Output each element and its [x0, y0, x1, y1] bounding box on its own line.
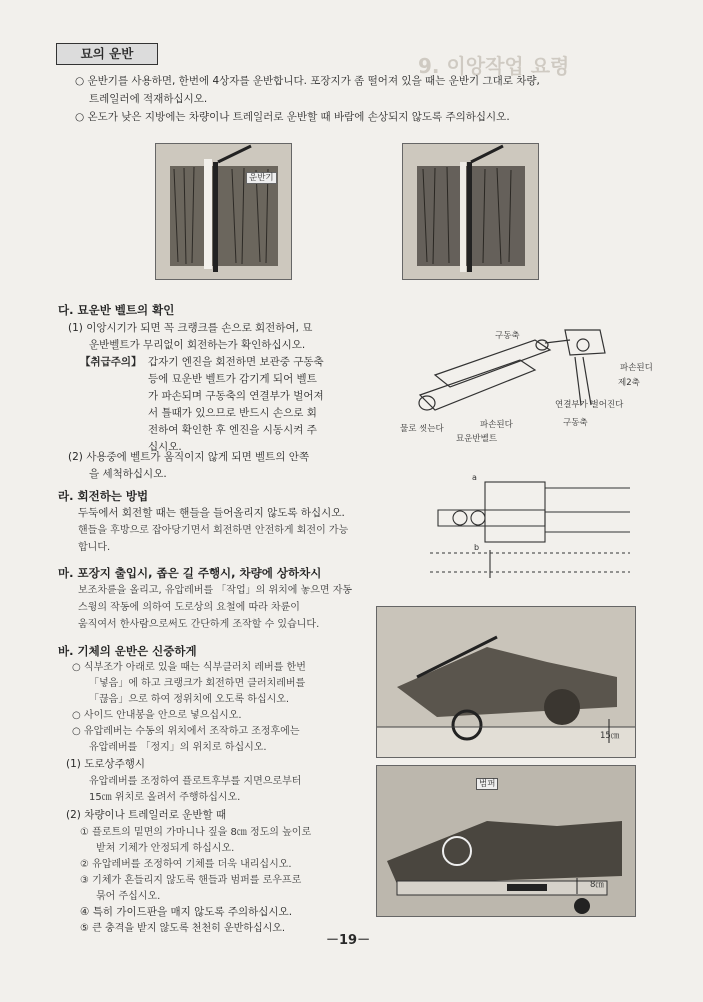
seedling-carrier-photo — [155, 143, 292, 280]
page-number: －19－ — [326, 933, 371, 948]
label-broken: 파손된디 — [620, 363, 653, 373]
height-label-15cm: 15㎝ — [600, 731, 620, 741]
caution-line-5: 전하여 확인한 후 엔진을 시동시켜 주 — [148, 424, 317, 436]
heading-belt-check: 다. 묘운반 벨트의 확인 — [58, 303, 175, 317]
carrier-label: 운반기 — [246, 172, 277, 184]
field-entry-line-3: 움직여서 한사람으로써도 간단하게 조작할 수 있습니다. — [78, 619, 320, 630]
label-belt: 묘운반벨트 — [456, 434, 498, 444]
field-entry-line-1: 보조차륜을 올리고, 유압레버를 「작업」의 위치에 놓으면 자동 — [78, 585, 353, 596]
truck-step-3: ③ 기체가 흔들리지 않도록 핸들과 범퍼를 로우프로 — [80, 875, 302, 886]
transport-bullet-1-l3: 「끊음」으로 하여 정위치에 오도록 하십시오. — [89, 694, 290, 705]
bumper-label: 범퍼 — [476, 778, 498, 790]
label-gap: 연결부가 벌어진다 — [555, 400, 624, 410]
truck-step-5: ⑤ 큰 충격을 받지 않도록 천천히 운반하십시오. — [80, 923, 286, 934]
belt-check-item-1-cont: 운반벨트가 무리없이 회전하는가 확인하십시오. — [89, 339, 306, 351]
label-drive-shaft-2: 구동축 — [563, 418, 588, 428]
label-drive-shaft: 구동축 — [495, 331, 520, 341]
caution-line-6: 십시오. — [148, 441, 182, 453]
handle-diagram — [430, 468, 660, 588]
belt-check-item-2: (2) 사용중에 벨트가 움직이지 않게 되면 벨트의 안쪽 — [68, 451, 310, 463]
truck-step-3-l2: 묶어 주십시오. — [96, 891, 161, 902]
road-line-1: 유압레버를 조정하여 플로트후부를 지면으로부터 — [89, 776, 302, 787]
truck-loading-photo — [376, 765, 636, 917]
label-wash: 물로 씻는다 — [400, 424, 444, 434]
road-travel-photo — [376, 606, 636, 758]
intro-bullet-1: ○ 운반기를 사용하면, 한번에 4상자를 운반합니다. 포장지가 좀 떨어져 있을 때는 운반기 그대로 차량, — [75, 75, 540, 87]
belt-check-item-1: (1) 이앙시기가 되면 꼭 크랭크를 손으로 회전하여, 묘 — [68, 322, 313, 334]
intro-bullet-1-cont: 트레일러에 적재하십시오. — [89, 93, 208, 105]
transport-bullet-3-l2: 유압레버를 「정지」의 위치로 하십시오. — [89, 742, 267, 753]
road-heading: (1) 도로상주행시 — [66, 758, 146, 770]
transport-bullet-2: ○ 사이드 안내봉을 안으로 넣으십시오. — [72, 710, 242, 721]
turning-line-2: 핸들을 후방으로 잡아당기면서 회전하면 안전하게 회전이 가능 — [78, 525, 349, 536]
transport-bullet-1-l2: 「넣음」에 하고 크랭크가 회전하면 클러치레버를 — [89, 678, 306, 689]
caution-line-3: 가 파손되며 구동축의 연결부가 벌어져 — [148, 390, 324, 402]
truck-step-1: ① 플로트의 밑면의 가마니나 짚을 8㎝ 정도의 높이로 — [80, 827, 312, 838]
turning-line-1: 두둑에서 회전할 때는 핸들을 들어올리지 않도록 하십시오. — [78, 507, 345, 519]
seedling-boxes-photo — [402, 143, 539, 280]
caution-tag: 【취급주의】 — [80, 356, 142, 368]
bleed-through-header: 9. 이앙작업 요령 — [418, 54, 570, 78]
caution-line-4: 서 틀때가 있으므로 반드시 손으로 회 — [148, 407, 317, 419]
belt-check-item-2-cont: 을 세척하십시오. — [89, 468, 167, 480]
svg-text:a: a — [472, 473, 477, 482]
field-entry-line-2: 스윙의 작동에 의하여 도로상의 요철에 따라 차륜이 — [78, 602, 300, 613]
intro-bullet-2: ○ 온도가 낮은 지방에는 차량이나 트레일러로 운반할 때 바람에 손상되지 않도록 주의하십시오. — [75, 111, 510, 123]
truck-step-4: ④ 특히 가이드판을 매지 않도록 주의하십시오. — [80, 906, 293, 918]
section-title: 묘의 운반 — [56, 43, 158, 65]
heading-turning: 라. 회전하는 방법 — [58, 489, 149, 503]
caution-line-1: 갑자기 엔진을 회전하면 보관중 구동축 — [148, 356, 324, 368]
svg-text:b: b — [474, 543, 480, 552]
transport-bullet-3: ○ 유압레버는 수동의 위치에서 조작하고 조정후에는 — [72, 726, 300, 737]
turning-line-3: 합니다. — [78, 542, 111, 553]
truck-heading: (2) 차량이나 트레일러로 운반할 때 — [66, 809, 227, 821]
truck-step-1-l2: 받쳐 기체가 안정되게 하십시오. — [96, 843, 235, 854]
label-second-shaft: 제2축 — [618, 378, 640, 388]
label-broken-2: 파손된다 — [480, 420, 513, 430]
heading-transport: 바. 기체의 운반은 신중하게 — [58, 644, 197, 658]
transport-bullet-1: ○ 식부조가 아래로 있을 때는 식부클러치 레버를 한번 — [72, 662, 306, 673]
height-label-8cm: 8㎝ — [590, 880, 604, 890]
road-line-2: 15㎝ 위치로 올려서 주행하십시오. — [89, 792, 241, 803]
caution-line-2: 등에 묘운반 벨트가 감기게 되어 벨트 — [148, 373, 317, 385]
heading-field-entry: 마. 포장지 출입시, 좁은 길 주행시, 차량에 상하차시 — [58, 566, 322, 580]
truck-step-2: ② 유압레버를 조정하여 기체를 더욱 내리십시오. — [80, 859, 292, 870]
